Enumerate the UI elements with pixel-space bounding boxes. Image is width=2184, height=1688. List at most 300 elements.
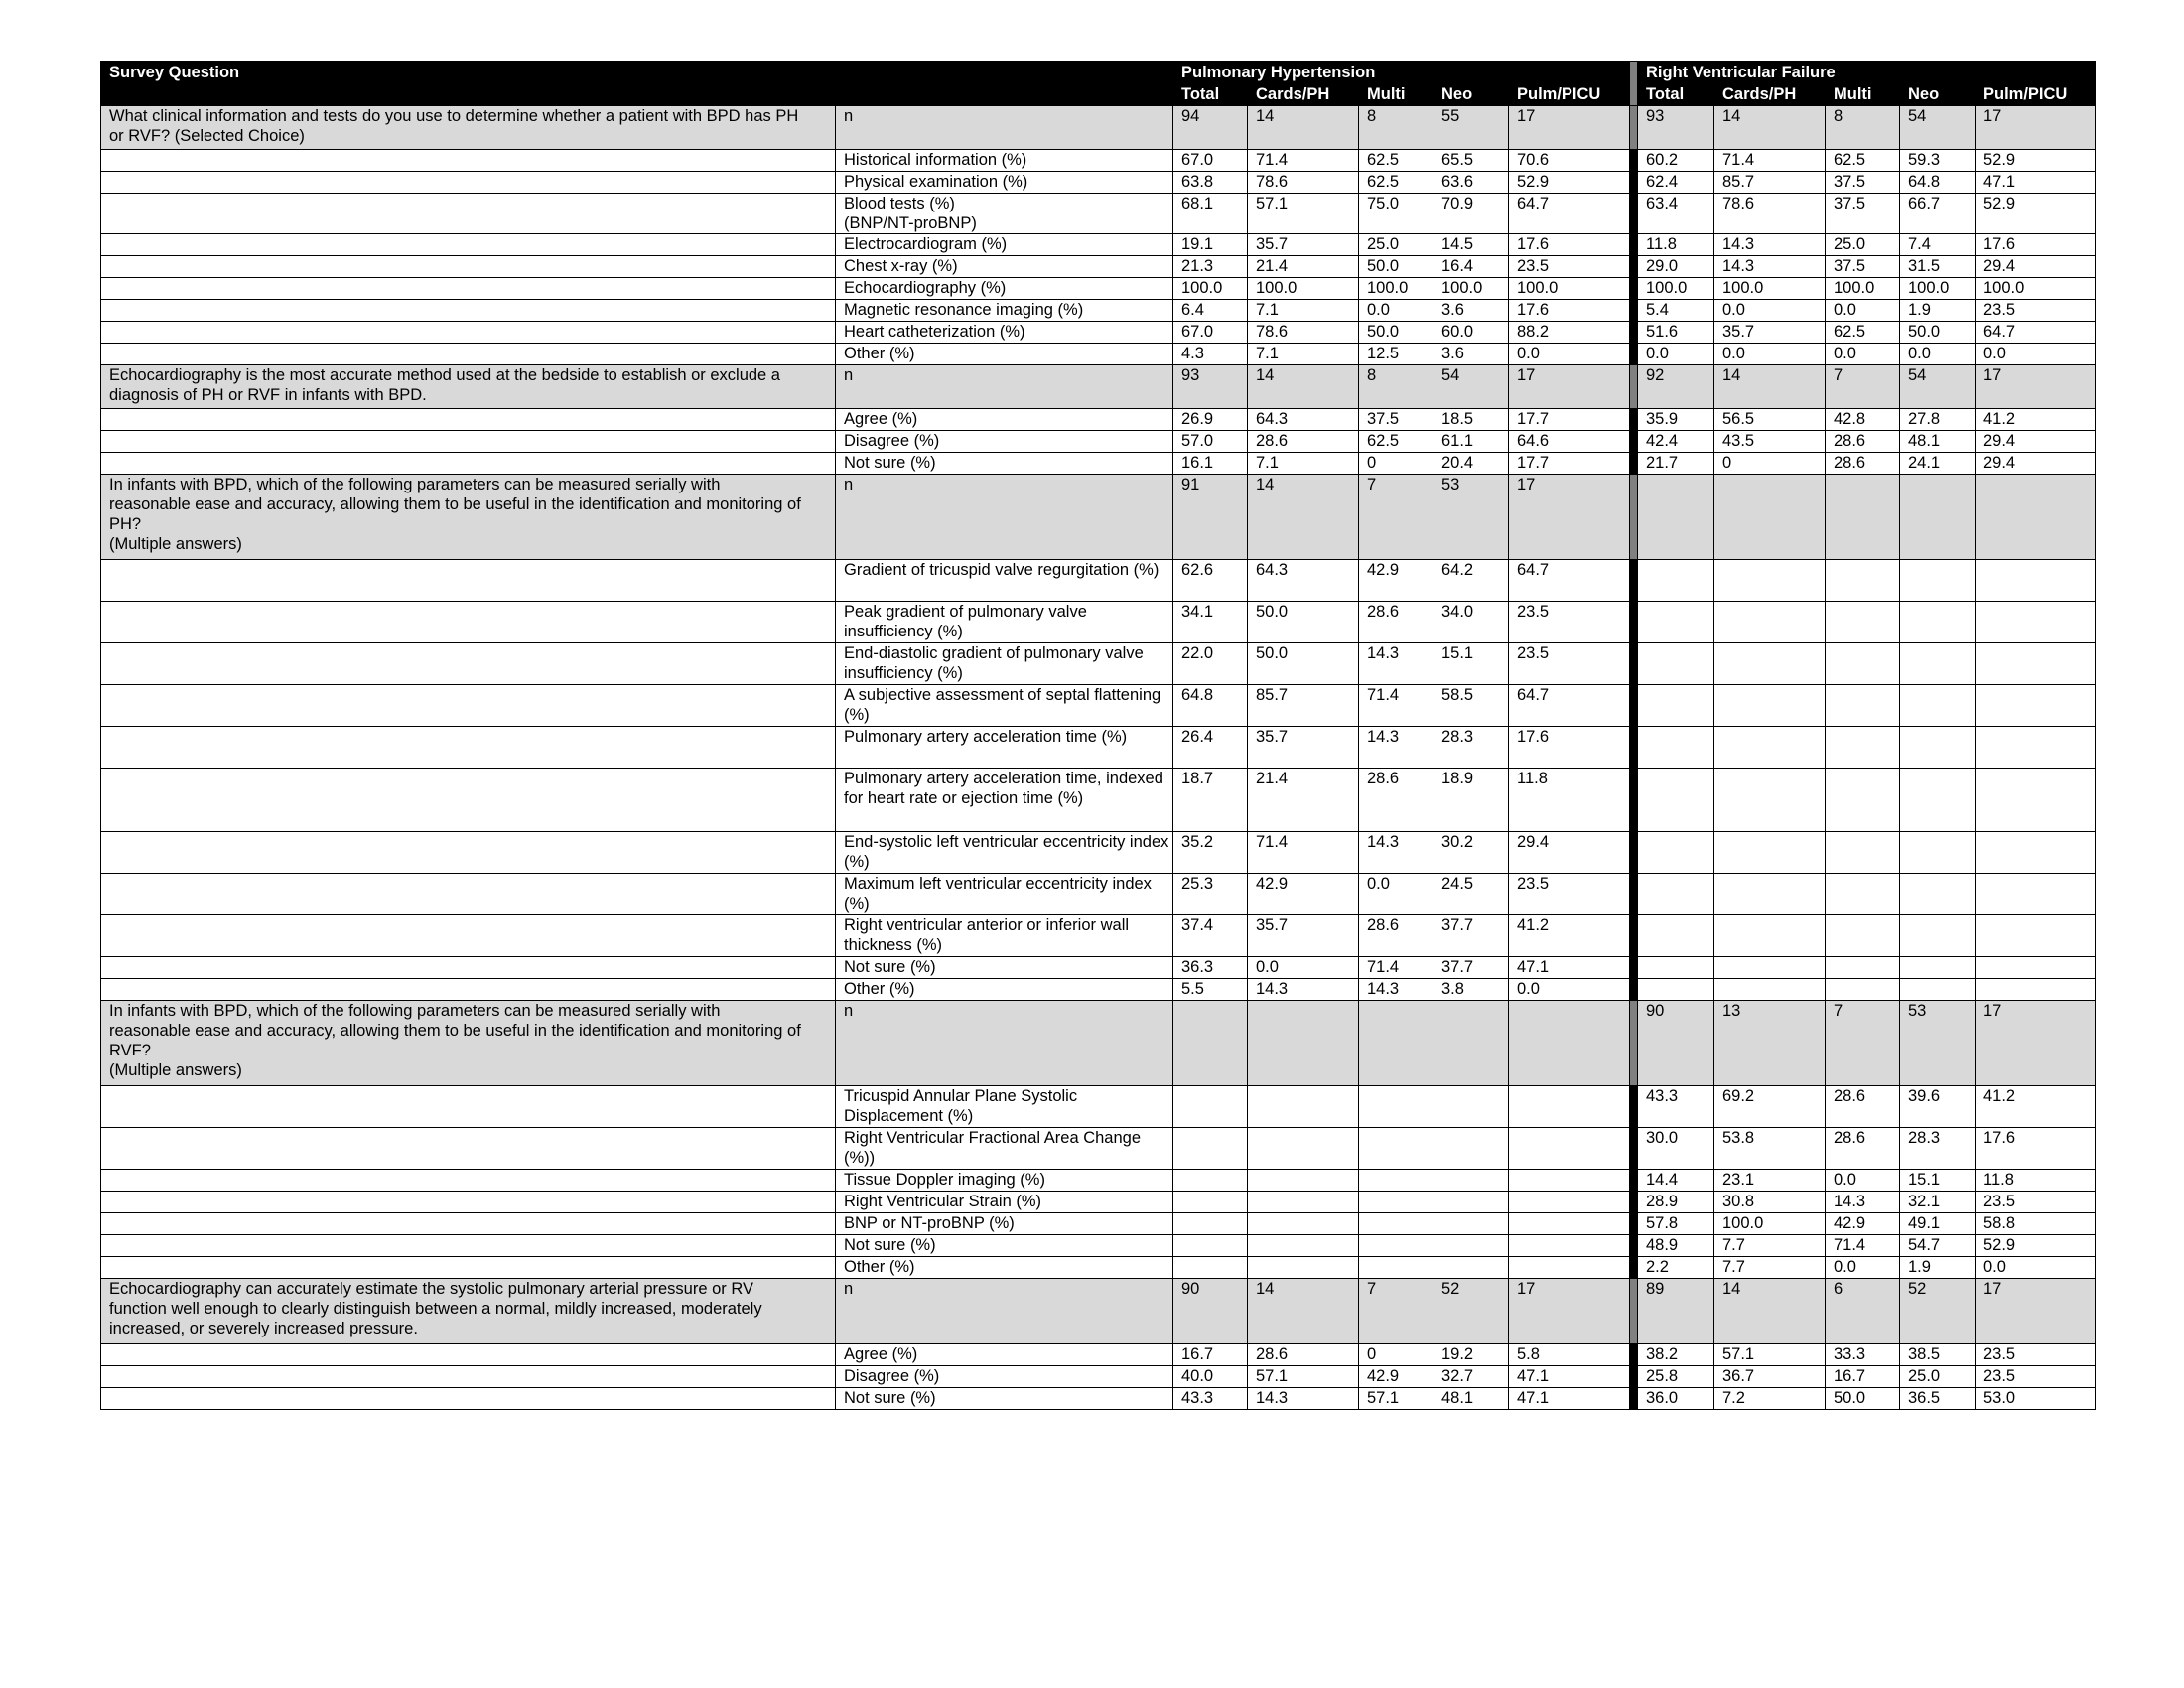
ph-value-cell (1248, 1235, 1359, 1257)
question-blank (101, 172, 836, 194)
rvf-value-cell: 93 (1638, 106, 1714, 150)
group-separator (1630, 1235, 1638, 1257)
rvf-value-cell (1976, 602, 2096, 643)
answer-row (101, 1388, 2096, 1410)
answer-label: Not sure (%) (836, 957, 1173, 979)
answer-label: Other (%) (836, 1257, 1173, 1279)
rvf-value-cell: 71.4 (1714, 150, 1826, 172)
rvf-value-cell: 85.7 (1714, 172, 1826, 194)
rvf-value-cell: 28.3 (1900, 1128, 1976, 1170)
rvf-value-cell: 36.5 (1900, 1388, 1976, 1410)
ph-value-cell: 17 (1509, 1279, 1630, 1344)
rvf-value-cell (1900, 874, 1976, 915)
rvf-value-cell: 17.6 (1976, 1128, 2096, 1170)
ph-value-cell: 6.4 (1173, 300, 1248, 322)
ph-value-cell: 67.0 (1173, 150, 1248, 172)
rvf-value-cell: 52 (1900, 1279, 1976, 1344)
ph-col-cards: Cards/PH (1248, 84, 1359, 106)
ph-value-cell: 53 (1433, 475, 1509, 560)
rvf-value-cell: 56.5 (1714, 409, 1826, 431)
ph-value-cell: 16.1 (1173, 453, 1248, 475)
ph-value-cell: 29.4 (1509, 832, 1630, 874)
rvf-value-cell: 21.7 (1638, 453, 1714, 475)
answer-row (101, 278, 2096, 300)
answer-row (101, 234, 2096, 256)
rvf-value-cell (1714, 874, 1826, 915)
answer-label: Echocardiography (%) (836, 278, 1173, 300)
rvf-value-cell: 23.5 (1976, 1192, 2096, 1213)
ph-value-cell: 57.1 (1248, 1366, 1359, 1388)
question-blank (101, 344, 836, 365)
ph-value-cell: 64.7 (1509, 194, 1630, 234)
ph-value-cell: 60.0 (1433, 322, 1509, 344)
ph-value-cell (1359, 1086, 1433, 1128)
ph-value-cell: 16.7 (1173, 1344, 1248, 1366)
question-blank (101, 453, 836, 475)
rvf-value-cell: 24.1 (1900, 453, 1976, 475)
rvf-value-cell (1976, 643, 2096, 685)
question-blank (101, 431, 836, 453)
question-row (101, 1001, 2096, 1086)
question-blank (101, 1128, 836, 1170)
rvf-value-cell (1976, 560, 2096, 602)
rvf-value-cell: 29.0 (1638, 256, 1714, 278)
rvf-value-cell: 0.0 (1826, 1170, 1900, 1192)
rvf-value-cell: 53.0 (1976, 1388, 2096, 1410)
answer-row (101, 1257, 2096, 1279)
rvf-value-cell (1900, 957, 1976, 979)
ph-value-cell: 40.0 (1173, 1366, 1248, 1388)
group-separator (1630, 915, 1638, 957)
ph-value-cell: 41.2 (1509, 915, 1630, 957)
ph-value-cell: 35.2 (1173, 832, 1248, 874)
ph-value-cell: 54 (1433, 365, 1509, 409)
ph-value-cell (1173, 1192, 1248, 1213)
ph-value-cell: 32.7 (1433, 1366, 1509, 1388)
ph-value-cell: 17.6 (1509, 727, 1630, 769)
answer-label: Heart catheterization (%) (836, 322, 1173, 344)
ph-value-cell: 64.2 (1433, 560, 1509, 602)
rvf-col-cards: Cards/PH (1714, 84, 1826, 106)
ph-value-cell: 48.1 (1433, 1388, 1509, 1410)
rvf-value-cell: 90 (1638, 1001, 1714, 1086)
rvf-value-cell: 23.5 (1976, 1344, 2096, 1366)
rvf-value-cell: 48.9 (1638, 1235, 1714, 1257)
rvf-value-cell: 100.0 (1826, 278, 1900, 300)
ph-value-cell: 25.0 (1359, 234, 1433, 256)
answer-label: Magnetic resonance imaging (%) (836, 300, 1173, 322)
ph-value-cell: 7 (1359, 1279, 1433, 1344)
rvf-value-cell: 29.4 (1976, 256, 2096, 278)
rvf-value-cell (1826, 560, 1900, 602)
ph-value-cell (1359, 1001, 1433, 1086)
ph-value-cell: 17 (1509, 106, 1630, 150)
rvf-value-cell (1976, 915, 2096, 957)
ph-value-cell: 75.0 (1359, 194, 1433, 234)
group-separator (1630, 1279, 1638, 1344)
ph-value-cell (1509, 1086, 1630, 1128)
rvf-value-cell: 28.6 (1826, 453, 1900, 475)
answer-label: Historical information (%) (836, 150, 1173, 172)
ph-value-cell: 100.0 (1173, 278, 1248, 300)
ph-value-cell (1359, 1170, 1433, 1192)
rvf-value-cell: 14 (1714, 365, 1826, 409)
answer-row (101, 685, 2096, 727)
rvf-value-cell (1976, 832, 2096, 874)
answer-row (101, 409, 2096, 431)
answer-label: End-systolic left ventricular eccentricity index (%) (836, 832, 1173, 874)
ph-value-cell: 0 (1359, 1344, 1433, 1366)
question-row (101, 365, 2096, 409)
ph-value-cell (1433, 1086, 1509, 1128)
ph-value-cell: 52.9 (1509, 172, 1630, 194)
group-separator (1630, 1192, 1638, 1213)
rvf-col-total: Total (1638, 84, 1714, 106)
answer-label: Tricuspid Annular Plane Systolic Displacement (%) (836, 1086, 1173, 1128)
rvf-value-cell (1714, 685, 1826, 727)
ph-value-cell: 30.2 (1433, 832, 1509, 874)
ph-value-cell: 23.5 (1509, 874, 1630, 915)
ph-value-cell: 64.7 (1509, 685, 1630, 727)
ph-value-cell: 20.4 (1433, 453, 1509, 475)
rvf-value-cell: 47.1 (1976, 172, 2096, 194)
ph-value-cell: 62.5 (1359, 431, 1433, 453)
rvf-value-cell: 23.5 (1976, 1366, 2096, 1388)
group-separator (1630, 278, 1638, 300)
rvf-value-cell: 30.8 (1714, 1192, 1826, 1213)
ph-value-cell: 0.0 (1359, 874, 1433, 915)
question-blank (101, 278, 836, 300)
ph-value-cell: 61.1 (1433, 431, 1509, 453)
rvf-value-cell: 35.9 (1638, 409, 1714, 431)
ph-value-cell: 63.8 (1173, 172, 1248, 194)
rvf-value-cell: 32.1 (1900, 1192, 1976, 1213)
rvf-value-cell: 1.9 (1900, 1257, 1976, 1279)
ph-value-cell: 21.4 (1248, 769, 1359, 832)
ph-value-cell: 23.5 (1509, 643, 1630, 685)
ph-value-cell: 0.0 (1359, 300, 1433, 322)
rvf-value-cell: 14.4 (1638, 1170, 1714, 1192)
ph-value-cell: 71.4 (1359, 685, 1433, 727)
rvf-value-cell: 28.9 (1638, 1192, 1714, 1213)
answer-label: Pulmonary artery acceleration time (%) (836, 727, 1173, 769)
rvf-value-cell: 48.1 (1900, 431, 1976, 453)
question-blank (101, 194, 836, 234)
ph-value-cell: 7.1 (1248, 300, 1359, 322)
ph-value-cell (1433, 1170, 1509, 1192)
group-separator (1630, 1257, 1638, 1279)
rvf-value-cell: 29.4 (1976, 431, 2096, 453)
rvf-value-cell (1714, 769, 1826, 832)
answer-row (101, 453, 2096, 475)
ph-value-cell: 57.1 (1359, 1388, 1433, 1410)
ph-value-cell: 28.6 (1248, 431, 1359, 453)
rvf-value-cell (1714, 560, 1826, 602)
rvf-value-cell: 23.5 (1976, 300, 2096, 322)
rvf-value-cell: 28.6 (1826, 1086, 1900, 1128)
ph-value-cell (1509, 1235, 1630, 1257)
rvf-value-cell: 16.7 (1826, 1366, 1900, 1388)
ph-value-cell: 67.0 (1173, 322, 1248, 344)
group-separator (1630, 832, 1638, 874)
ph-value-cell (1173, 1213, 1248, 1235)
rvf-value-cell: 14 (1714, 1279, 1826, 1344)
ph-value-cell (1433, 1192, 1509, 1213)
rvf-value-cell (1714, 727, 1826, 769)
answer-row (101, 194, 2096, 234)
rvf-value-cell: 13 (1714, 1001, 1826, 1086)
rvf-value-cell: 7.7 (1714, 1257, 1826, 1279)
rvf-value-cell: 66.7 (1900, 194, 1976, 234)
rvf-value-cell: 23.1 (1714, 1170, 1826, 1192)
rvf-value-cell (1826, 874, 1900, 915)
rvf-value-cell: 38.5 (1900, 1344, 1976, 1366)
rvf-value-cell: 14.3 (1714, 256, 1826, 278)
answer-label: Pulmonary artery acceleration time, indexed for heart rate or ejection time (%) (836, 769, 1173, 832)
answer-row (101, 300, 2096, 322)
ph-value-cell (1433, 1257, 1509, 1279)
ph-value-cell: 64.3 (1248, 560, 1359, 602)
ph-value-cell: 37.7 (1433, 915, 1509, 957)
ph-value-cell: 3.8 (1433, 979, 1509, 1001)
ph-value-cell: 22.0 (1173, 643, 1248, 685)
ph-value-cell: 100.0 (1509, 278, 1630, 300)
rvf-value-cell (1826, 832, 1900, 874)
group-separator (1630, 1388, 1638, 1410)
rvf-value-cell (1976, 769, 2096, 832)
answer-row (101, 256, 2096, 278)
rvf-value-cell: 92 (1638, 365, 1714, 409)
rvf-value-cell: 27.8 (1900, 409, 1976, 431)
ph-value-cell: 23.5 (1509, 256, 1630, 278)
ph-value-cell (1433, 1128, 1509, 1170)
rvf-value-cell: 59.3 (1900, 150, 1976, 172)
answer-label: Physical examination (%) (836, 172, 1173, 194)
rvf-value-cell (1714, 915, 1826, 957)
rvf-value-cell: 62.4 (1638, 172, 1714, 194)
ph-value-cell: 68.1 (1173, 194, 1248, 234)
ph-value-cell: 64.3 (1248, 409, 1359, 431)
ph-value-cell: 71.4 (1248, 150, 1359, 172)
ph-value-cell: 47.1 (1509, 1366, 1630, 1388)
ph-value-cell (1248, 1170, 1359, 1192)
rvf-value-cell: 1.9 (1900, 300, 1976, 322)
rvf-value-cell (1900, 685, 1976, 727)
rvf-value-cell (1638, 643, 1714, 685)
ph-value-cell: 19.2 (1433, 1344, 1509, 1366)
answer-label: Disagree (%) (836, 431, 1173, 453)
ph-value-cell: 23.5 (1509, 602, 1630, 643)
answer-row (101, 172, 2096, 194)
ph-value-cell: 78.6 (1248, 172, 1359, 194)
question-blank (101, 769, 836, 832)
ph-value-cell: 100.0 (1359, 278, 1433, 300)
rvf-value-cell (1900, 832, 1976, 874)
answer-row (101, 957, 2096, 979)
ph-value-cell (1433, 1213, 1509, 1235)
group-separator (1630, 957, 1638, 979)
rvf-value-cell: 7.2 (1714, 1388, 1826, 1410)
ph-value-cell (1433, 1001, 1509, 1086)
ph-value-cell (1509, 1192, 1630, 1213)
ph-value-cell: 26.9 (1173, 409, 1248, 431)
rvf-value-cell: 17 (1976, 1001, 2096, 1086)
question-blank (101, 1366, 836, 1388)
group-separator (1630, 194, 1638, 234)
ph-value-cell (1173, 1128, 1248, 1170)
rvf-value-cell: 37.5 (1826, 256, 1900, 278)
answer-label: n (836, 475, 1173, 560)
group-separator (1630, 727, 1638, 769)
ph-value-cell: 14.3 (1359, 643, 1433, 685)
answer-row (101, 344, 2096, 365)
rvf-value-cell: 17.6 (1976, 234, 2096, 256)
rvf-value-cell (1638, 979, 1714, 1001)
group-separator (1630, 172, 1638, 194)
ph-value-cell: 64.8 (1173, 685, 1248, 727)
answer-row (101, 769, 2096, 832)
rvf-value-cell: 50.0 (1826, 1388, 1900, 1410)
ph-value-cell (1359, 1213, 1433, 1235)
rvf-value-cell: 62.5 (1826, 322, 1900, 344)
question-blank (101, 300, 836, 322)
rvf-value-cell: 69.2 (1714, 1086, 1826, 1128)
rvf-value-cell: 52.9 (1976, 194, 2096, 234)
rvf-value-cell: 54.7 (1900, 1235, 1976, 1257)
question-blank (101, 602, 836, 643)
group-separator (1630, 431, 1638, 453)
ph-value-cell: 64.6 (1509, 431, 1630, 453)
rvf-value-cell: 7 (1826, 365, 1900, 409)
question-blank (101, 1235, 836, 1257)
rvf-value-cell (1826, 685, 1900, 727)
ph-value-cell: 17.7 (1509, 453, 1630, 475)
answer-label: BNP or NT-proBNP (%) (836, 1213, 1173, 1235)
answer-row (101, 874, 2096, 915)
answer-row (101, 431, 2096, 453)
rvf-value-cell (1638, 957, 1714, 979)
answer-label: Not sure (%) (836, 1235, 1173, 1257)
rvf-value-cell: 71.4 (1826, 1235, 1900, 1257)
ph-value-cell: 52 (1433, 1279, 1509, 1344)
ph-value-cell: 17.7 (1509, 409, 1630, 431)
ph-group-header: Pulmonary Hypertension (1173, 62, 1630, 84)
ph-value-cell: 14.3 (1248, 979, 1359, 1001)
ph-value-cell (1173, 1086, 1248, 1128)
rvf-value-cell: 64.7 (1976, 322, 2096, 344)
rvf-value-cell: 14 (1714, 106, 1826, 150)
answer-label: Tissue Doppler imaging (%) (836, 1170, 1173, 1192)
answer-label: A subjective assessment of septal flattening (%) (836, 685, 1173, 727)
rvf-value-cell: 15.1 (1900, 1170, 1976, 1192)
answer-row (101, 1213, 2096, 1235)
ph-value-cell: 50.0 (1359, 256, 1433, 278)
ph-value-cell: 7.1 (1248, 344, 1359, 365)
answer-label: n (836, 1001, 1173, 1086)
ph-value-cell: 19.1 (1173, 234, 1248, 256)
question-blank (101, 957, 836, 979)
ph-value-cell (1248, 1001, 1359, 1086)
rvf-value-cell (1826, 727, 1900, 769)
ph-value-cell: 8 (1359, 106, 1433, 150)
ph-value-cell (1433, 1235, 1509, 1257)
rvf-value-cell: 37.5 (1826, 194, 1900, 234)
rvf-value-cell: 53 (1900, 1001, 1976, 1086)
ph-value-cell: 5.5 (1173, 979, 1248, 1001)
ph-value-cell: 71.4 (1359, 957, 1433, 979)
group-separator (1630, 344, 1638, 365)
answer-row (101, 1344, 2096, 1366)
group-separator (1630, 234, 1638, 256)
rvf-value-cell: 0.0 (1638, 344, 1714, 365)
group-separator (1630, 1170, 1638, 1192)
ph-value-cell: 100.0 (1248, 278, 1359, 300)
ph-value-cell: 35.7 (1248, 915, 1359, 957)
ph-value-cell: 7 (1359, 475, 1433, 560)
rvf-value-cell: 14.3 (1826, 1192, 1900, 1213)
rvf-value-cell: 51.6 (1638, 322, 1714, 344)
rvf-value-cell: 11.8 (1638, 234, 1714, 256)
survey-results-table (100, 61, 2096, 1410)
ph-value-cell: 11.8 (1509, 769, 1630, 832)
ph-value-cell: 37.4 (1173, 915, 1248, 957)
answer-row (101, 979, 2096, 1001)
rvf-value-cell: 43.3 (1638, 1086, 1714, 1128)
rvf-value-cell: 30.0 (1638, 1128, 1714, 1170)
ph-value-cell (1248, 1257, 1359, 1279)
ph-value-cell: 43.3 (1173, 1388, 1248, 1410)
rvf-value-cell: 42.8 (1826, 409, 1900, 431)
rvf-value-cell: 58.8 (1976, 1213, 2096, 1235)
answer-row (101, 560, 2096, 602)
question-blank (101, 915, 836, 957)
ph-value-cell: 18.9 (1433, 769, 1509, 832)
answer-label: Agree (%) (836, 409, 1173, 431)
ph-value-cell: 57.1 (1248, 194, 1359, 234)
ph-value-cell (1359, 1235, 1433, 1257)
ph-value-cell: 17.6 (1509, 300, 1630, 322)
ph-value-cell (1509, 1001, 1630, 1086)
answer-row (101, 832, 2096, 874)
table-header (101, 62, 2096, 106)
rvf-value-cell: 57.1 (1714, 1344, 1826, 1366)
group-separator (1630, 560, 1638, 602)
answer-row (101, 1192, 2096, 1213)
ph-col-multi: Multi (1359, 84, 1433, 106)
rvf-value-cell: 25.8 (1638, 1366, 1714, 1388)
question-blank (101, 560, 836, 602)
rvf-value-cell: 36.0 (1638, 1388, 1714, 1410)
rvf-value-cell: 78.6 (1714, 194, 1826, 234)
survey-question-header: Survey Question (101, 62, 836, 84)
question-row (101, 1279, 2096, 1344)
ph-value-cell: 0.0 (1248, 957, 1359, 979)
rvf-col-neo: Neo (1900, 84, 1976, 106)
question-text: What clinical information and tests do you use to determine whether a patient with BPD has PH or RVF? (Selected Choice) (101, 106, 836, 150)
rvf-value-cell: 33.3 (1826, 1344, 1900, 1366)
rvf-value-cell: 54 (1900, 106, 1976, 150)
question-blank (101, 1213, 836, 1235)
rvf-value-cell: 29.4 (1976, 453, 2096, 475)
rvf-value-cell (1714, 979, 1826, 1001)
ph-value-cell: 0.0 (1509, 344, 1630, 365)
ph-value-cell (1359, 1257, 1433, 1279)
ph-value-cell: 65.5 (1433, 150, 1509, 172)
ph-value-cell: 21.3 (1173, 256, 1248, 278)
answer-label: Right Ventricular Strain (%) (836, 1192, 1173, 1213)
rvf-value-cell (1638, 915, 1714, 957)
ph-value-cell: 55 (1433, 106, 1509, 150)
